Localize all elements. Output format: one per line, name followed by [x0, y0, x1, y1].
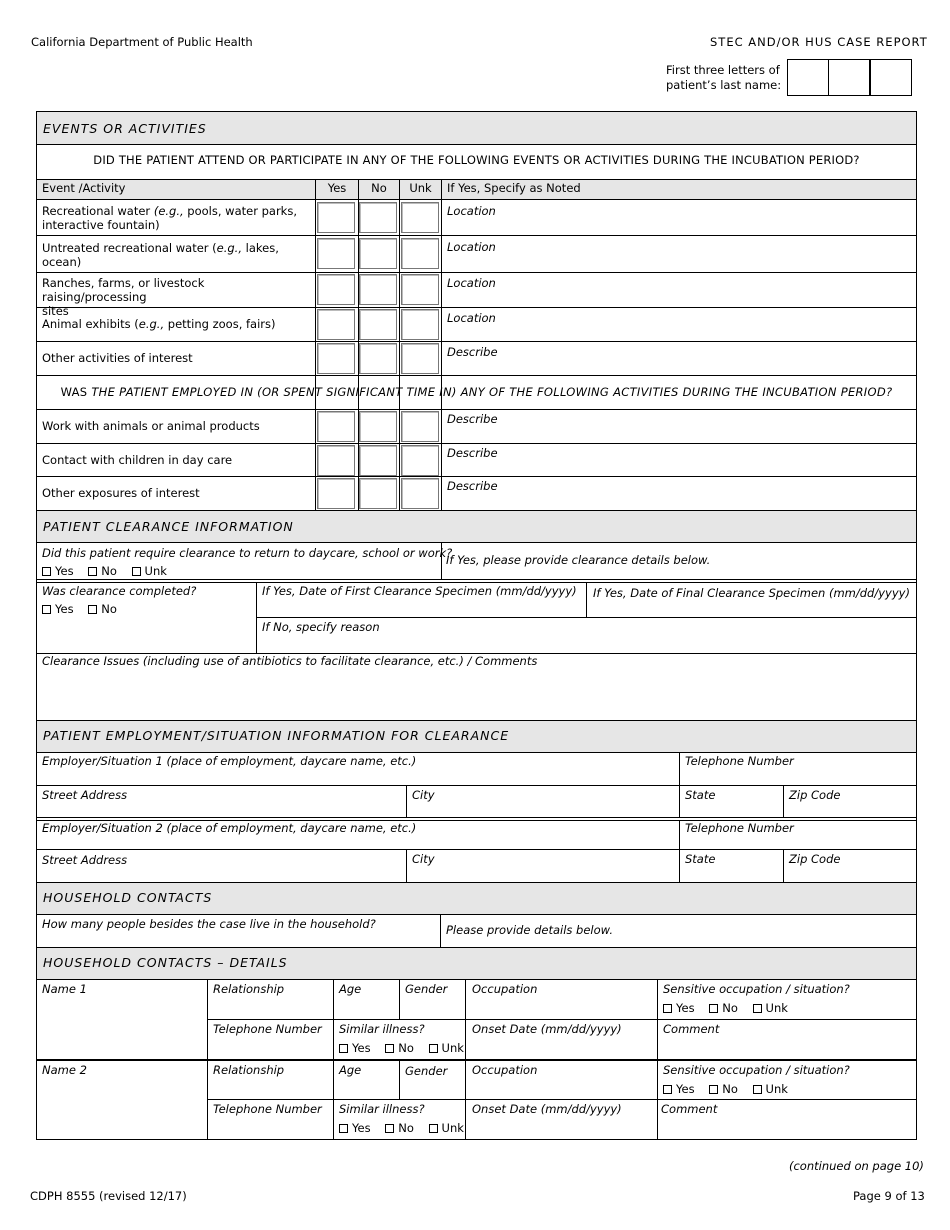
no-checkbox[interactable]	[88, 605, 97, 614]
yes-checkbox[interactable]	[317, 274, 355, 305]
clearance-require-options: Yes No Unk	[42, 564, 178, 578]
unk-checkbox[interactable]	[401, 445, 439, 476]
unk-checkbox[interactable]	[429, 1044, 438, 1053]
yes-checkbox[interactable]	[339, 1124, 348, 1133]
no-checkbox[interactable]	[359, 274, 397, 305]
final-specimen-date-field[interactable]: If Yes, Date of Final Clearance Specimen (mm/dd/yyyy)	[593, 586, 910, 600]
yes-checkbox[interactable]	[339, 1044, 348, 1053]
page-number: Page 9 of 13	[853, 1189, 925, 1203]
event-specify-label: Location	[447, 204, 496, 218]
contact1-relationship-field[interactable]: Relationship	[213, 982, 285, 996]
contact1-occupation-field[interactable]: Occupation	[472, 982, 538, 996]
agency-name: California Department of Public Health	[31, 35, 253, 49]
employer1-city-field[interactable]: City	[412, 788, 435, 802]
event-row-label: Ranches, farms, or livestock raising/processing sites	[42, 276, 205, 318]
employment-section-title: PATIENT EMPLOYMENT/SITUATION INFORMATION FOR CLEARANCE	[43, 728, 510, 743]
contact1-age-field[interactable]: Age	[339, 982, 362, 996]
unk-checkbox[interactable]	[753, 1004, 762, 1013]
col-yes: Yes	[327, 181, 347, 195]
contact2-sensitive-options: Yes No Unk	[663, 1082, 799, 1096]
contact1-onset-date-field[interactable]: Onset Date (mm/dd/yyyy)	[472, 1022, 622, 1036]
yes-checkbox[interactable]	[317, 445, 355, 476]
no-checkbox[interactable]	[385, 1044, 394, 1053]
employed-specify-label: Describe	[447, 446, 498, 460]
last-name-letter-3[interactable]	[870, 59, 912, 96]
form-id: CDPH 8555 (revised 12/17)	[30, 1189, 187, 1203]
no-checkbox[interactable]	[359, 202, 397, 233]
employer2-zip-field[interactable]: Zip Code	[789, 852, 841, 866]
employer2-telephone-field[interactable]: Telephone Number	[685, 821, 794, 835]
contact1-similar-label: Similar illness?	[339, 1022, 425, 1036]
event-specify-label: Location	[447, 240, 496, 254]
report-title: STEC AND/OR HUS CASE REPORT	[710, 35, 928, 49]
contact2-occupation-field[interactable]: Occupation	[472, 1063, 538, 1077]
household-details-note: Please provide details below.	[446, 923, 613, 937]
no-checkbox[interactable]	[385, 1124, 394, 1133]
household-section-title: HOUSEHOLD CONTACTS	[43, 890, 213, 905]
events-section-title: EVENTS OR ACTIVITIES	[43, 121, 207, 136]
unk-checkbox[interactable]	[753, 1085, 762, 1094]
continued-note: (continued on page 10)	[789, 1159, 924, 1173]
last-name-letter-1[interactable]	[787, 59, 829, 96]
household-details-section-title: HOUSEHOLD CONTACTS – DETAILS	[43, 955, 288, 970]
clearance-completed-options: Yes No	[42, 602, 128, 616]
col-event-activity: Event /Activity	[42, 181, 126, 195]
unk-checkbox[interactable]	[401, 274, 439, 305]
event-row-label: Other activities of interest	[42, 351, 193, 365]
clearance-completed-question: Was clearance completed?	[42, 584, 197, 598]
contact2-gender-field[interactable]: Gender	[405, 1064, 448, 1078]
event-row-label: Animal exhibits (e.g., petting zoos, fairs)	[42, 317, 276, 331]
form-frame	[36, 111, 917, 1140]
unk-checkbox[interactable]	[401, 343, 439, 374]
clearance-section-title: PATIENT CLEARANCE INFORMATION	[43, 519, 294, 534]
no-checkbox[interactable]	[709, 1004, 718, 1013]
contact1-name-field[interactable]: Name 1	[42, 982, 87, 996]
yes-checkbox[interactable]	[317, 202, 355, 233]
no-reason-field[interactable]: If No, specify reason	[262, 620, 380, 634]
events-question: DID THE PATIENT ATTEND OR PARTICIPATE IN ANY OF THE FOLLOWING EVENTS OR ACTIVITIES DURING THE INCUBATION PERIOD?	[93, 153, 860, 167]
employed-row-label: Work with animals or animal products	[42, 419, 260, 433]
no-checkbox[interactable]	[359, 238, 397, 269]
yes-checkbox[interactable]	[42, 605, 51, 614]
unk-checkbox[interactable]	[401, 202, 439, 233]
clearance-require-question: Did this patient require clearance to return to daycare, school or work?	[42, 546, 453, 560]
no-checkbox[interactable]	[359, 411, 397, 442]
unk-checkbox[interactable]	[401, 238, 439, 269]
event-row-label: Recreational water (e.g., pools, water parks, interactive fountain)	[42, 204, 297, 232]
unk-checkbox[interactable]	[132, 567, 141, 576]
contact2-similar-options: Yes No Unk	[339, 1121, 464, 1135]
employed-row-label: Contact with children in day care	[42, 453, 233, 467]
contact1-sensitive-options: Yes No Unk	[663, 1001, 799, 1015]
no-checkbox[interactable]	[709, 1085, 718, 1094]
unk-checkbox[interactable]	[401, 309, 439, 340]
event-specify-label: Describe	[447, 345, 498, 359]
contact2-telephone-field[interactable]: Telephone Number	[213, 1102, 322, 1116]
employer1-field[interactable]: Employer/Situation 1 (place of employment, daycare name, etc.)	[42, 754, 417, 768]
yes-checkbox[interactable]	[42, 567, 51, 576]
no-checkbox[interactable]	[359, 343, 397, 374]
employed-row-label: Other exposures of interest	[42, 486, 200, 500]
yes-checkbox[interactable]	[317, 343, 355, 374]
contact1-comment-field[interactable]: Comment	[663, 1022, 720, 1036]
unk-checkbox[interactable]	[401, 478, 439, 509]
no-checkbox[interactable]	[359, 445, 397, 476]
employer2-field[interactable]: Employer/Situation 2 (place of employment, daycare name, etc.)	[42, 821, 417, 835]
no-checkbox[interactable]	[359, 478, 397, 509]
last-name-label-2: patient’s last name:	[666, 78, 782, 92]
yes-checkbox[interactable]	[317, 309, 355, 340]
clearance-details-note: If Yes, please provide clearance details below.	[446, 553, 711, 567]
event-specify-label: Location	[447, 276, 496, 290]
col-unk: Unk	[409, 181, 432, 195]
last-name-letter-2[interactable]	[828, 59, 870, 96]
unk-checkbox[interactable]	[401, 411, 439, 442]
employer2-state-field[interactable]: State	[685, 852, 716, 866]
contact1-similar-options: Yes No Unk	[339, 1041, 464, 1055]
event-row-label: Untreated recreational water (e.g., lakes, ocean)	[42, 241, 279, 269]
no-checkbox[interactable]	[359, 309, 397, 340]
event-specify-label: Location	[447, 311, 496, 325]
yes-checkbox[interactable]	[317, 238, 355, 269]
employed-specify-label: Describe	[447, 479, 498, 493]
yes-checkbox[interactable]	[317, 478, 355, 509]
employed-specify-label: Describe	[447, 412, 498, 426]
contact2-name-field[interactable]: Name 2	[42, 1063, 87, 1077]
yes-checkbox[interactable]	[663, 1004, 672, 1013]
clearance-issues-field[interactable]: Clearance Issues (including use of antibiotics to facilitate clearance, etc.) / Comments	[42, 654, 538, 668]
contact2-sensitive-label: Sensitive occupation / situation?	[663, 1063, 850, 1077]
contact1-sensitive-label: Sensitive occupation / situation?	[663, 982, 850, 996]
yes-checkbox[interactable]	[317, 411, 355, 442]
contact2-comment-field[interactable]: Comment	[661, 1102, 718, 1116]
unk-checkbox[interactable]	[429, 1124, 438, 1133]
employer2-street-field[interactable]: Street Address	[42, 853, 128, 867]
col-specify: If Yes, Specify as Noted	[447, 181, 581, 195]
last-name-label-1: First three letters of	[666, 63, 780, 77]
employer1-telephone-field[interactable]: Telephone Number	[685, 754, 794, 768]
col-no: No	[371, 181, 387, 195]
contact1-gender-field[interactable]: Gender	[405, 982, 448, 996]
employer1-state-field[interactable]: State	[685, 788, 716, 802]
contact2-similar-label: Similar illness?	[339, 1102, 425, 1116]
employer2-city-field[interactable]: City	[412, 852, 435, 866]
contact1-telephone-field[interactable]: Telephone Number	[213, 1022, 322, 1036]
contact2-age-field[interactable]: Age	[339, 1063, 362, 1077]
employer1-zip-field[interactable]: Zip Code	[789, 788, 841, 802]
employed-question: WAS THE PATIENT EMPLOYED IN (OR SPENT SIGNIFICANT TIME IN) ANY OF THE FOLLOWING ACTIVITIES DURING THE INCUBATION PERIOD?	[60, 385, 893, 399]
employer1-street-field[interactable]: Street Address	[42, 788, 128, 802]
contact2-onset-date-field[interactable]: Onset Date (mm/dd/yyyy)	[472, 1102, 622, 1116]
yes-checkbox[interactable]	[663, 1085, 672, 1094]
contact2-relationship-field[interactable]: Relationship	[213, 1063, 285, 1077]
first-specimen-date-field[interactable]: If Yes, Date of First Clearance Specimen (mm/dd/yyyy)	[262, 584, 577, 598]
household-count-field[interactable]: How many people besides the case live in the household?	[42, 917, 376, 931]
no-checkbox[interactable]	[88, 567, 97, 576]
